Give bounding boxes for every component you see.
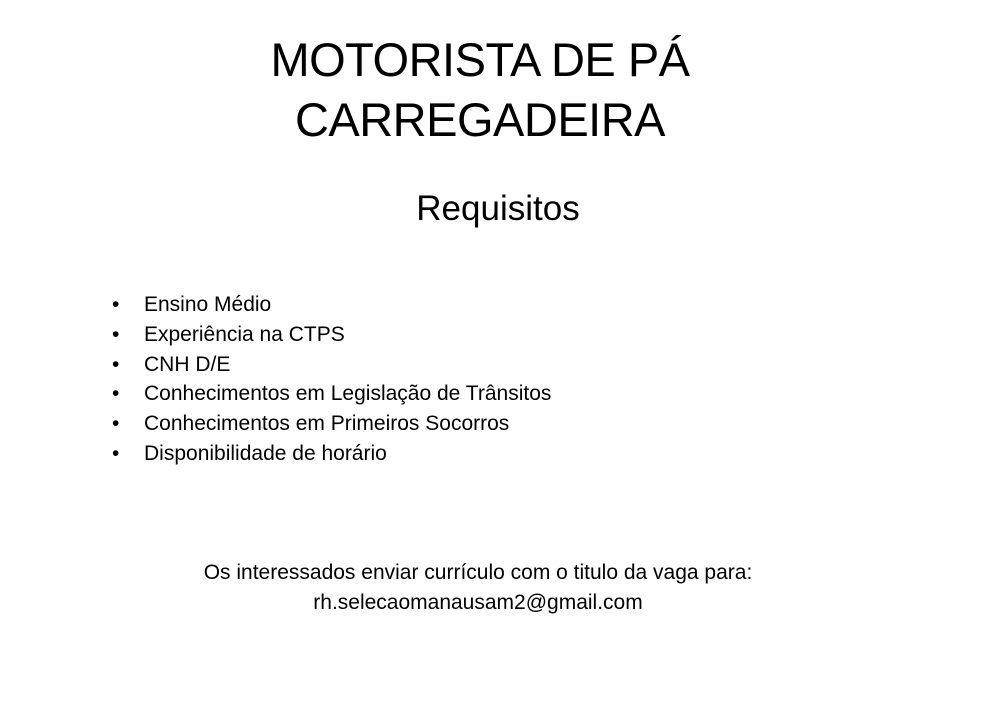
- bullet-icon: •: [112, 293, 120, 316]
- requirement-text: CNH D/E: [144, 352, 231, 376]
- requirement-item: [112, 290, 551, 320]
- contact-instructions: Os interessados enviar currículo com o titulo da vaga para:: [203, 561, 753, 584]
- bullet-icon: •: [112, 412, 120, 436]
- requirement-item: [112, 379, 551, 409]
- job-title-line-2: CARREGADEIRA: [294, 93, 666, 146]
- job-title: [180, 30, 780, 150]
- requirement-item: [112, 320, 551, 350]
- contact-email: rh.selecaomanausam2@gmail.com: [313, 591, 643, 614]
- bullet-icon: •: [112, 352, 120, 376]
- requirement-text: Conhecimentos em Legislação de Trânsitos: [144, 382, 552, 406]
- bullet-icon: •: [112, 322, 120, 346]
- requirement-text: Experiência na CTPS: [144, 322, 345, 346]
- contact-info: [140, 558, 816, 618]
- bullet-icon: •: [112, 441, 120, 465]
- requirements-heading: Requisitos: [416, 189, 580, 228]
- requirement-item: [112, 409, 551, 439]
- requirement-text: Ensino Médio: [144, 293, 272, 316]
- requirement-text: Conhecimentos em Primeiros Socorros: [144, 412, 510, 436]
- requirement-item: [112, 350, 551, 380]
- requirements-list: [112, 290, 551, 469]
- job-title-line-1: MOTORISTA DE PÁ: [270, 33, 690, 86]
- requirement-text: Disponibilidade de horário: [144, 441, 387, 465]
- requirement-item: [112, 439, 551, 469]
- bullet-icon: •: [112, 382, 120, 406]
